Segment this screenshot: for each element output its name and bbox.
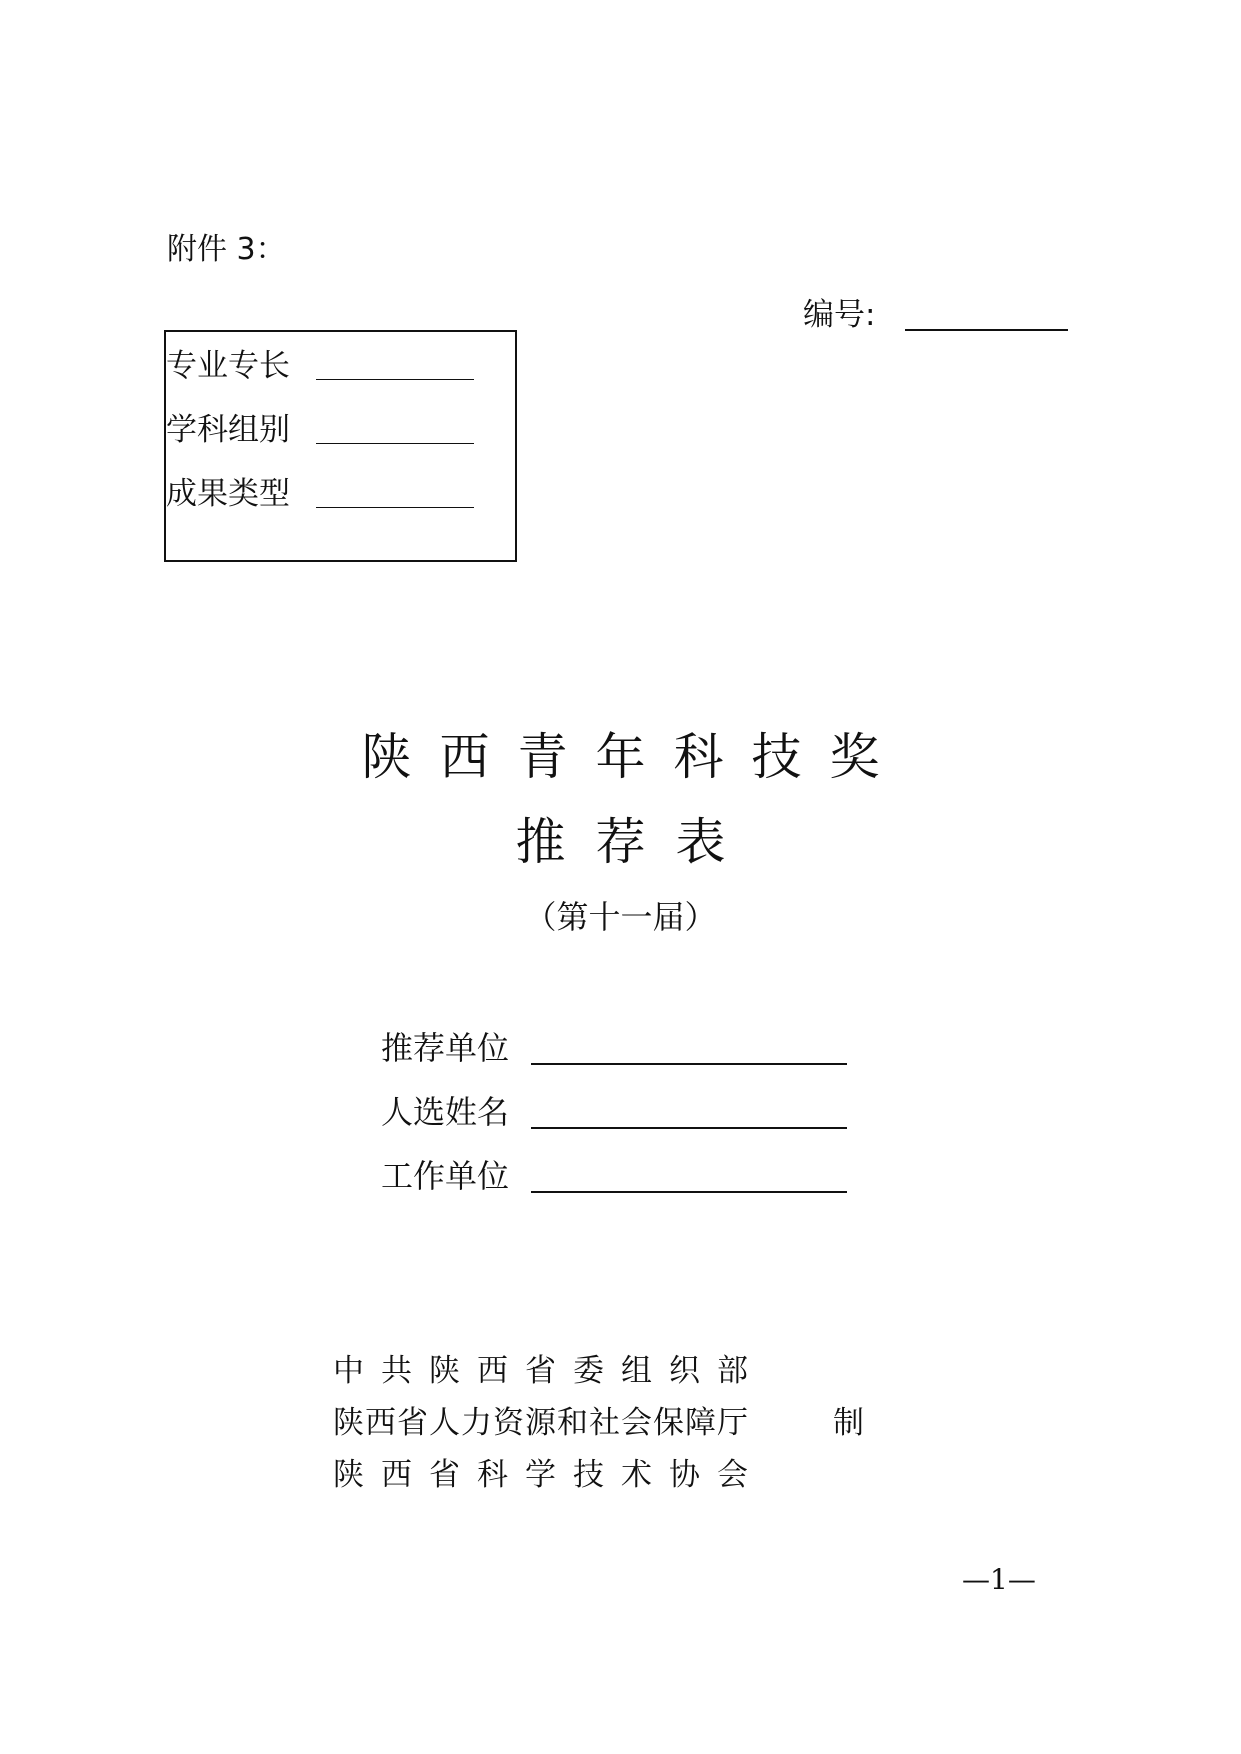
work-unit-label: 工作单位	[381, 1157, 510, 1195]
discipline-group-blank[interactable]	[316, 443, 474, 444]
serial-number-field	[803, 293, 1068, 335]
achievement-type-field	[166, 470, 474, 514]
specialty-label: 专业专长	[166, 348, 290, 384]
document-title: 陕西青年科技奖	[361, 728, 908, 786]
work-unit-blank[interactable]	[531, 1191, 847, 1193]
made-by-label: 制	[833, 1405, 864, 1441]
serial-number-label: 编号:	[803, 297, 876, 333]
candidate-name-label: 人选姓名	[381, 1093, 510, 1131]
candidate-name-blank[interactable]	[531, 1127, 847, 1129]
serial-number-blank[interactable]	[905, 329, 1068, 331]
edition-label: （第十一届）	[524, 898, 717, 936]
page-number: —1—	[962, 1563, 1036, 1596]
candidate-name-field	[381, 1087, 847, 1133]
attachment-label: 附件 3：	[167, 232, 286, 267]
organization-line: 中共陕西省委组织部	[333, 1353, 765, 1389]
specialty-field	[166, 342, 474, 386]
recommending-unit-blank[interactable]	[531, 1063, 847, 1065]
discipline-group-label: 学科组别	[166, 412, 290, 448]
recommending-unit-label: 推荐单位	[381, 1029, 510, 1067]
discipline-group-field	[166, 406, 474, 450]
document-subtitle: 推荐表	[515, 813, 756, 871]
specialty-blank[interactable]	[316, 379, 474, 380]
classification-box	[164, 330, 517, 562]
achievement-type-label: 成果类型	[166, 476, 290, 512]
recommending-unit-field	[381, 1023, 847, 1069]
organization-line: 陕西省人力资源和社会保障厅	[333, 1405, 749, 1441]
organization-line: 陕西省科学技术协会	[333, 1457, 765, 1493]
issuing-organizations	[333, 1345, 893, 1501]
work-unit-field	[381, 1151, 847, 1197]
achievement-type-blank[interactable]	[316, 507, 474, 508]
